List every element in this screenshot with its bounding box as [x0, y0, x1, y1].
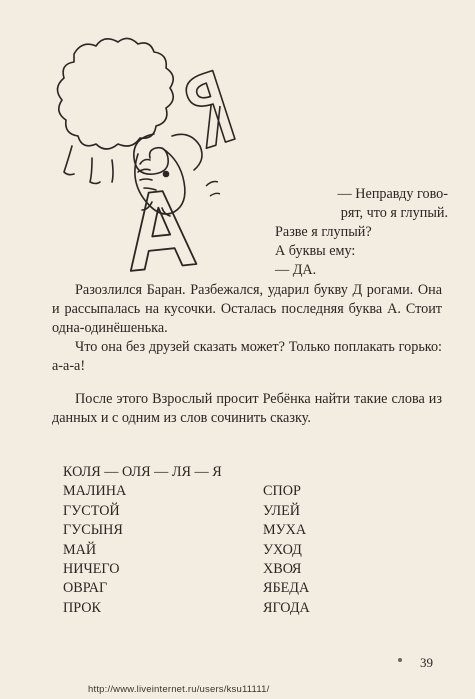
list-item: МАЙ	[63, 541, 97, 558]
list-item: УЛЕЙ	[263, 502, 300, 519]
dialogue-line: А буквы ему:	[275, 243, 356, 259]
list-item: ЯБЕДА	[263, 580, 310, 597]
word-column-right	[263, 482, 363, 618]
dialogue-line: — ДА.	[275, 262, 317, 278]
body-text	[52, 281, 442, 428]
list-item: ГУСТОЙ	[63, 502, 120, 519]
list-item: УХОД	[263, 541, 302, 558]
paragraph: Разозлился Баран. Разбежался, ударил букву Д рогами. Она и рассыпалась на кусочки. Осталась последняя буква А. Стоит одна-одинёшенька.	[52, 282, 442, 336]
dialogue-line: — Неправду гово-	[337, 186, 448, 202]
paragraph: Что она без друзей сказать может? Только поплакать горько: а-а-а!	[52, 339, 442, 374]
bullet-dot	[398, 658, 402, 662]
list-item: МУХА	[263, 522, 307, 539]
page-number: 39	[420, 655, 433, 670]
list-item: НИЧЕГО	[63, 561, 120, 578]
ram-with-letters-icon	[34, 26, 264, 272]
footer-url[interactable]: http://www.liveinternet.ru/users/ksu11111/	[88, 684, 270, 695]
list-item: ЯГОДА	[263, 599, 310, 616]
list-item: ПРОК	[63, 599, 102, 616]
paragraph: После этого Взрослый просит Ребёнка найти такие слова из данных и с одним из слов сочинить сказку.	[52, 391, 442, 426]
dialogue-line: Разве я глупый?	[275, 224, 372, 240]
list-item: ОВРАГ	[63, 580, 108, 597]
list-item: СПОР	[263, 483, 301, 500]
list-item: ГУСЫНЯ	[63, 522, 123, 539]
word-list-header: КОЛЯ — ОЛЯ — ЛЯ — Я	[63, 464, 222, 480]
dialogue-line: рят, что я глупый.	[340, 205, 448, 221]
letter-a-icon	[123, 188, 197, 270]
word-column-left	[63, 482, 263, 618]
list-item: МАЛИНА	[63, 483, 127, 500]
list-item: ХВОЯ	[263, 561, 302, 578]
word-list	[63, 463, 363, 618]
dialogue-block	[258, 185, 448, 280]
